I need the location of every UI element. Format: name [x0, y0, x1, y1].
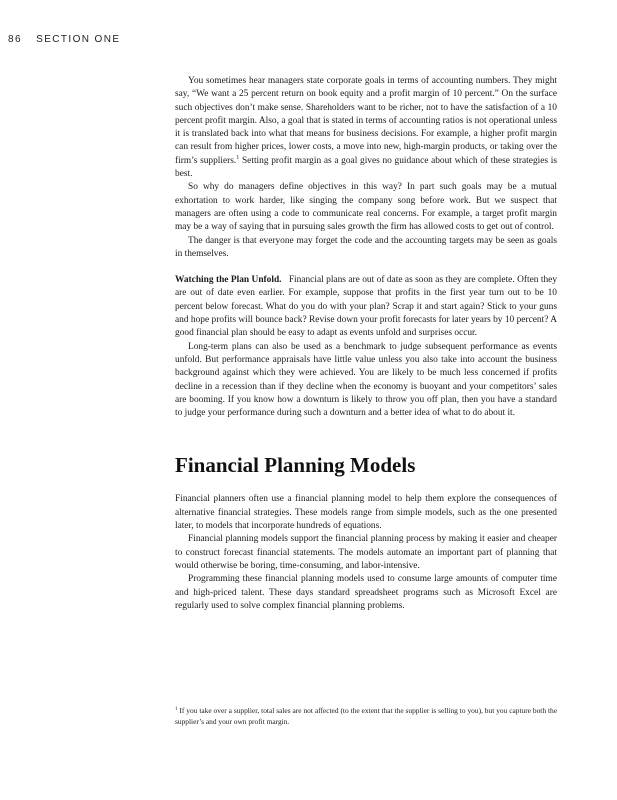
footnote — [175, 705, 557, 727]
footnote-marker: 1 — [175, 707, 178, 712]
paragraph-models-programming: Programming these financial planning models used to consume large amounts of computer time and high-priced talent. These days standard spreadsheet programs such as Microsoft Excel are regularly used to solve complex financial planning problems. — [175, 574, 557, 611]
footnote-ref: 1 — [236, 154, 240, 161]
section-heading: Financial Planning Models — [175, 453, 416, 478]
paragraph-models-support: Financial planning models support the financial planning process by making it easier and cheaper to construct forecast financial statements. The models automate an important part of planning that would otherwise be boring, time-consuming, and labor-intensive. — [175, 534, 557, 571]
paragraph-accounting-goals — [175, 75, 557, 181]
section-label: SECTION ONE — [36, 34, 121, 45]
paragraph-danger: The danger is that everyone may forget the code and the accounting targets may be seen as goals in themselves. — [175, 235, 557, 259]
footnote-text: If you take over a supplier, total sales are not affected (to the extent that the supplier is selling to you), but you capture both the supplier’s and your own profit margin. — [175, 706, 557, 726]
paragraph-gap — [175, 261, 557, 274]
running-head — [8, 34, 120, 45]
paragraph-text-tail: Setting profit margin as a goal gives no guidance about which of these strategies is best. — [175, 155, 557, 180]
page-number: 86 — [8, 34, 22, 45]
paragraph-long-term-plans: Long-term plans can also be used as a benchmark to judge subsequent performance as events unfold. But performance appraisals have little value unless you also take into account the business background against which they were achieved. You are likely to be much less concerned if profits decline in a recession than if they decline when the economy is buoyant and your competitors’ sales are booming. If you know how a downturn is likely to throw you off plan, then you have a standard to judge your performance during such a downturn and a better idea of what to do about it. — [175, 341, 557, 419]
paragraph-text: Financial plans are out of date as soon as they are complete. Often they are out of date even earlier. For example, suppose that profits in the first year turn out to be 10 percent below forecast. What do you do with your plan? Scrap it and start again? Stick to your guns and hope profits will bounce back? Revise down your profit forecasts for later years by 10 percent? A good financial plan should be easy to adapt as events unfold and surprises occur. — [175, 275, 558, 339]
run-in-heading: Watching the Plan Unfold. — [175, 275, 282, 286]
paragraph-text: You sometimes hear managers state corporate goals in terms of accounting numbers. They might say, “We want a 25 percent return on book equity and a profit margin of 10 percent.” On the surface such objectives don’t make sense. Shareholders want to be richer, not to have the satisfaction of a 10 percent profit margin. Also, a goal that is stated in terms of accounting ratios is not operational unless it is translated back into what that means for business decisions. For example, a higher profit margin can result from higher prices, lower costs, a move into new, high-margin products, or taking over the firm’s suppliers. — [175, 76, 557, 166]
body-text — [175, 75, 557, 613]
paragraph-watching-plan — [175, 274, 557, 340]
paragraph-why-objectives: So why do managers define objectives in this way? In part such goals may be a mutual exhortation to work harder, like singing the company song before work. But we suspect that managers are often using a code to communicate real concerns. For example, a target profit margin may be a way of saying that in pursuing sales growth the firm has allowed costs to get out of control. — [175, 182, 557, 233]
paragraph-models-intro: Financial planners often use a financial planning model to help them explore the consequences of alternative financial strategies. These models range from simple models, such as the one presented later, to models that incorporate hundreds of equations. — [175, 494, 557, 532]
